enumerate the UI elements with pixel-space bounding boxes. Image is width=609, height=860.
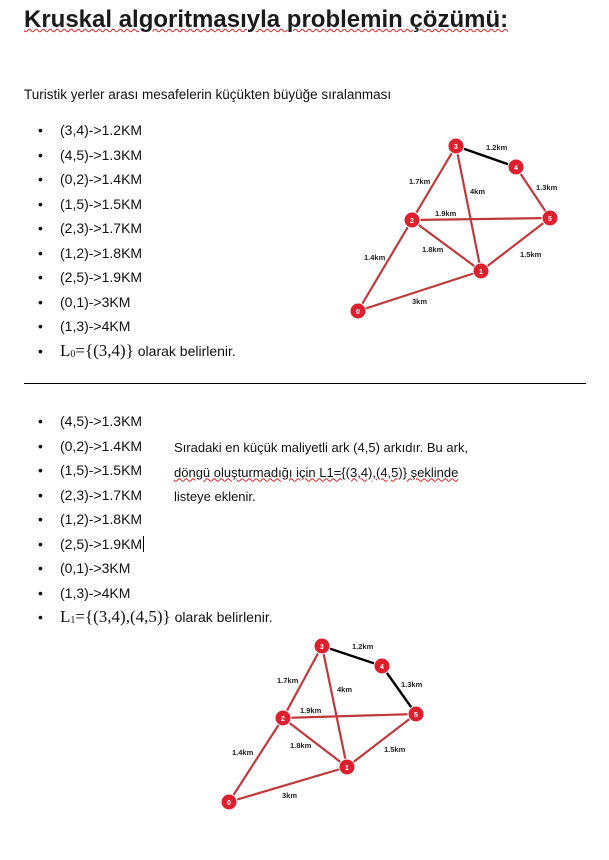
note-line-2: döngü oluşturmadığı için L1={(3,4),(4,5)} şeklinde <box>174 464 459 480</box>
node-label: 4 <box>514 165 518 172</box>
edge-4-5-selected <box>382 666 416 714</box>
edge-label: 1.2km <box>352 642 374 651</box>
edge-2-5 <box>412 218 550 220</box>
list-item: • (1,5)->1.5KM <box>24 192 236 217</box>
list-item: • (1,3)->4KM <box>24 314 236 339</box>
explanation-note <box>174 436 468 510</box>
graph-diagram-1 <box>340 132 570 322</box>
divider <box>24 383 586 384</box>
edge-label: 1.9km <box>300 706 322 715</box>
list-item: • (1,3)->4KM <box>24 581 273 606</box>
edge-2-0 <box>358 220 412 311</box>
math-set: ={(3,4),(4,5)} <box>75 607 171 626</box>
list-item: • (4,5)->1.3KM <box>24 409 273 434</box>
math-symbol: L <box>60 340 71 360</box>
page-title: Kruskal algoritmasıyla problemin çözümü: <box>24 6 509 33</box>
edge-label: 1.7km <box>277 676 299 685</box>
list-item: • (0,2)->1.4KM <box>24 434 273 459</box>
node-label: 5 <box>414 712 418 719</box>
node-label: 5 <box>548 216 552 223</box>
edge-3-1 <box>456 146 481 271</box>
note-line-1: Sıradaki en küçük maliyetli ark (4,5) arkıdır. Bu ark, <box>174 440 469 455</box>
list-item: • (2,3)->1.7KM <box>24 216 236 241</box>
list-item: • (0,1)->3KM <box>24 290 236 315</box>
math-set: ={(3,4)} <box>75 340 134 360</box>
intro-text: Turistik yerler arası mesafelerin küçükten büyüğe sıralanması <box>24 87 392 102</box>
edge-label: 1.3km <box>536 183 558 192</box>
list-item: • (1,5)->1.5KM <box>24 458 273 483</box>
node-label: 1 <box>345 765 349 772</box>
math-symbol: L <box>60 607 71 626</box>
edge-label: 1.4km <box>364 253 386 262</box>
list-item: • (2,5)->1.9KM <box>24 265 236 290</box>
result-line-l0 <box>24 339 236 364</box>
edge-label: 1.4km <box>232 748 254 757</box>
edge-label: 1.5km <box>384 745 406 754</box>
note-line-3: listeye eklenir. <box>174 489 256 504</box>
edge-4-5 <box>516 167 550 218</box>
edge-3-1 <box>322 646 347 767</box>
edge-label: 3km <box>282 791 298 800</box>
list-item: • (3,4)->1.2KM <box>24 118 236 143</box>
list-item: • (2,3)->1.7KM <box>24 483 273 508</box>
edge-label: 1.8km <box>422 245 444 254</box>
edge-label: 1.9km <box>435 209 457 218</box>
list-item: • (0,2)->1.4KM <box>24 167 236 192</box>
node-label: 0 <box>227 800 231 807</box>
sorted-edge-list <box>24 118 236 363</box>
edge-label: 1.8km <box>290 741 312 750</box>
edge-label: 1.3km <box>401 680 423 689</box>
result-line-l1 <box>24 605 273 630</box>
edge-5-1 <box>481 218 550 271</box>
node-label: 3 <box>454 144 458 151</box>
math-subscript: 1 <box>70 615 76 626</box>
list-item: • (1,2)->1.8KM <box>24 507 273 532</box>
node-label: 3 <box>320 644 324 651</box>
edge-label: 4km <box>470 187 486 196</box>
edge-label: 1.2km <box>486 143 508 152</box>
edge-5-1 <box>347 714 416 767</box>
list-item[interactable] <box>24 532 273 557</box>
node-label: 4 <box>380 664 384 671</box>
list-item-text: (2,5)->1.9KM <box>60 535 143 552</box>
node-label: 0 <box>356 309 360 316</box>
node-label: 2 <box>410 218 414 225</box>
graph-diagram-2 <box>212 636 442 826</box>
list-item: • (1,2)->1.8KM <box>24 241 236 266</box>
result-text: olarak belirlenir. <box>137 342 236 359</box>
list-item: • (0,1)->3KM <box>24 556 273 581</box>
edge-label: 1.5km <box>520 250 542 259</box>
list-item: • (4,5)->1.3KM <box>24 143 236 168</box>
math-subscript: 0 <box>70 348 76 360</box>
node-label: 1 <box>479 269 483 276</box>
edge-label: 1.7km <box>409 177 431 186</box>
node-label: 2 <box>281 716 285 723</box>
edge-label: 3km <box>412 297 428 306</box>
result-text: olarak belirlenir. <box>174 609 273 625</box>
text-cursor <box>143 536 144 552</box>
edge-label: 4km <box>337 685 353 694</box>
